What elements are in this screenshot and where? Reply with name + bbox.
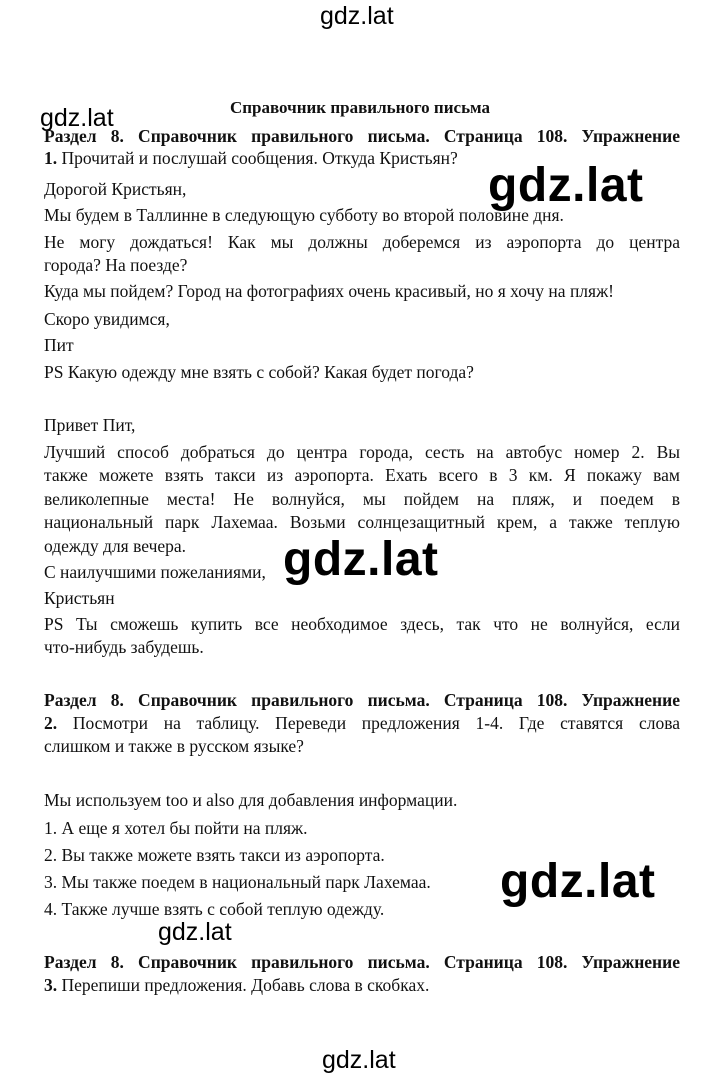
exercise-2-task-line-2: слишком и также в русском языке? [44,736,304,756]
letter-2-ps-line-1: PS Ты сможешь купить все необходимое здесь, так что не волнуйся, если [44,614,680,634]
letter-2-closing: С наилучшими пожеланиями, [44,562,266,582]
letter-1-ps: PS Какую одежду мне взять с собой? Какая будет погода? [44,362,474,382]
letter-2-line-1: Лучший способ добраться до центра города, сесть на автобус номер 2. Вы [44,442,680,462]
letter-1-greeting: Дорогой Кристьян, [44,179,187,199]
letter-2-line-5: одежду для вечера. [44,536,187,556]
letter-2-signature: Кристьян [44,588,115,608]
watermark-top: gdz.lat [320,2,394,30]
exercise-2-task-line-1: 2. Посмотри на таблицу. Переведи предложения 1-4. Где ставятся слова [44,713,680,733]
letter-2-line-3: великолепные места! Не волнуйся, мы пойдем на пляж, и поедем в [44,489,680,509]
exercise-3-task: 3. Перепиши предложения. Добавь слова в скобках. [44,975,430,995]
letter-2-line-2: также можете взять такси из аэропорта. Ехать всего в 3 км. Я покажу вам [44,465,680,485]
letter-1-paragraph-2-line-2: города? На поезде? [44,255,188,275]
watermark-right-lower: gdz.lat [500,855,656,908]
exercise-1-heading: Раздел 8. Справочник правильного письма. Страница 108. Упражнение [44,126,680,146]
exercise-2-item: 4. Также лучше взять с собой теплую одежду. [44,899,385,919]
letter-2-greeting: Привет Пит, [44,415,136,435]
watermark-center: gdz.lat [283,533,439,586]
letter-1-closing: Скоро увидимся, [44,309,170,329]
exercise-2-item: 1. А еще я хотел бы пойти на пляж. [44,818,308,838]
watermark-bottom: gdz.lat [322,1046,396,1074]
watermark-right-upper: gdz.lat [488,159,644,212]
page-title: Справочник правильного письма [229,98,491,117]
watermark-lower-left: gdz.lat [158,918,232,946]
letter-1-paragraph-3: Куда мы пойдем? Город на фотографиях очень красивый, но я хочу на пляж! [44,281,615,301]
letter-2-ps-line-2: что-нибудь забудешь. [44,637,204,657]
letter-2-line-4: национальный парк Лахемаа. Возьми солнцезащитный крем, а также теплую [44,512,680,532]
letter-1-paragraph-1: Мы будем в Таллинне в следующую субботу во второй половине дня. [44,205,564,225]
exercise-2-intro: Мы используем too и also для добавления информации. [44,790,458,810]
watermark-left: gdz.lat [40,104,114,132]
exercise-2-heading: Раздел 8. Справочник правильного письма. Страница 108. Упражнение [44,690,680,710]
exercise-2-item: 3. Мы также поедем в национальный парк Лахемаа. [44,872,431,892]
letter-1-paragraph-2-line-1: Не могу дождаться! Как мы должны доберемся из аэропорта до центра [44,232,680,252]
exercise-1-task: 1. Прочитай и послушай сообщения. Откуда Кристьян? [44,148,458,168]
letter-1-signature: Пит [44,335,74,355]
exercise-3-heading: Раздел 8. Справочник правильного письма. Страница 108. Упражнение [44,952,680,972]
exercise-2-item: 2. Вы также можете взять такси из аэропорта. [44,845,385,865]
